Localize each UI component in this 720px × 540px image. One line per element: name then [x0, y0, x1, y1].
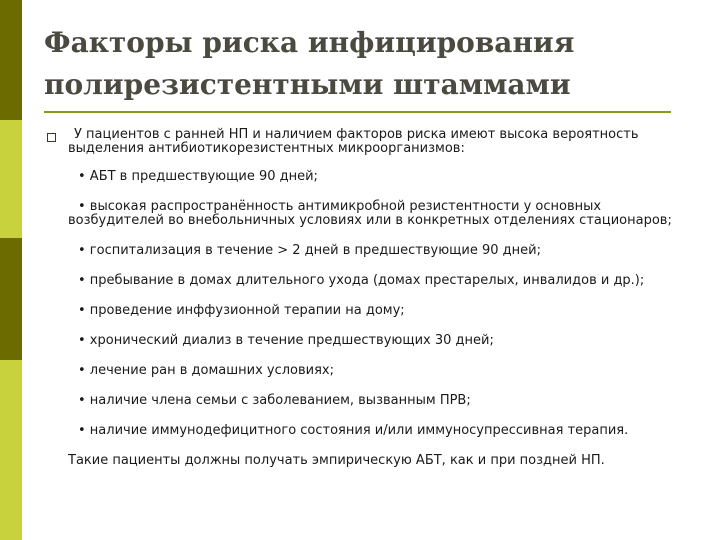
sidebar-segment-dark [0, 0, 22, 120]
decorative-sidebar [0, 0, 22, 540]
slide-title: Факторы риска инфицирования полирезистентными штаммами [44, 26, 575, 101]
risk-factor-item: • высокая распространённость антимикробной резистентности у основных возбудителей во внебольничных условиях или в конкретных отделениях стационаров; [68, 199, 672, 228]
risk-factor-item: • проведение инффузионной терапии на дому; [78, 303, 405, 318]
sidebar-segment-light [0, 360, 22, 540]
risk-factor-item: • АБТ в предшествующие 90 дней; [78, 169, 318, 184]
risk-factor-item: • наличие иммунодефицитного состояния и/или иммуносупрессивная терапия. [78, 423, 629, 438]
risk-factor-item: • наличие члена семьи с заболеванием, вызванным ПРВ; [78, 393, 471, 408]
title-divider [44, 111, 671, 113]
risk-factor-item: • пребывание в домах длительного ухода (домах престарелых, инвалидов и др.); [78, 273, 645, 288]
risk-factor-item: • госпитализация в течение > 2 дней в предшествующие 90 дней; [78, 243, 541, 258]
square-bullet-icon [47, 133, 56, 142]
conclusion-text: Такие пациенты должны получать эмпирическую АБТ, как и при поздней НП. [68, 453, 605, 468]
sidebar-segment-dark [0, 238, 22, 360]
sidebar-segment-light [0, 120, 22, 238]
slide-body [68, 128, 688, 468]
risk-factor-item: • хронический диализ в течение предшествующих 30 дней; [78, 333, 494, 348]
risk-factor-item: • лечение ран в домашних условиях; [78, 363, 335, 378]
intro-text: У пациентов с ранней НП и наличием факторов риска имеют высока вероятность выделения антибиотикорезистентных микроорганизмов: [68, 127, 639, 156]
